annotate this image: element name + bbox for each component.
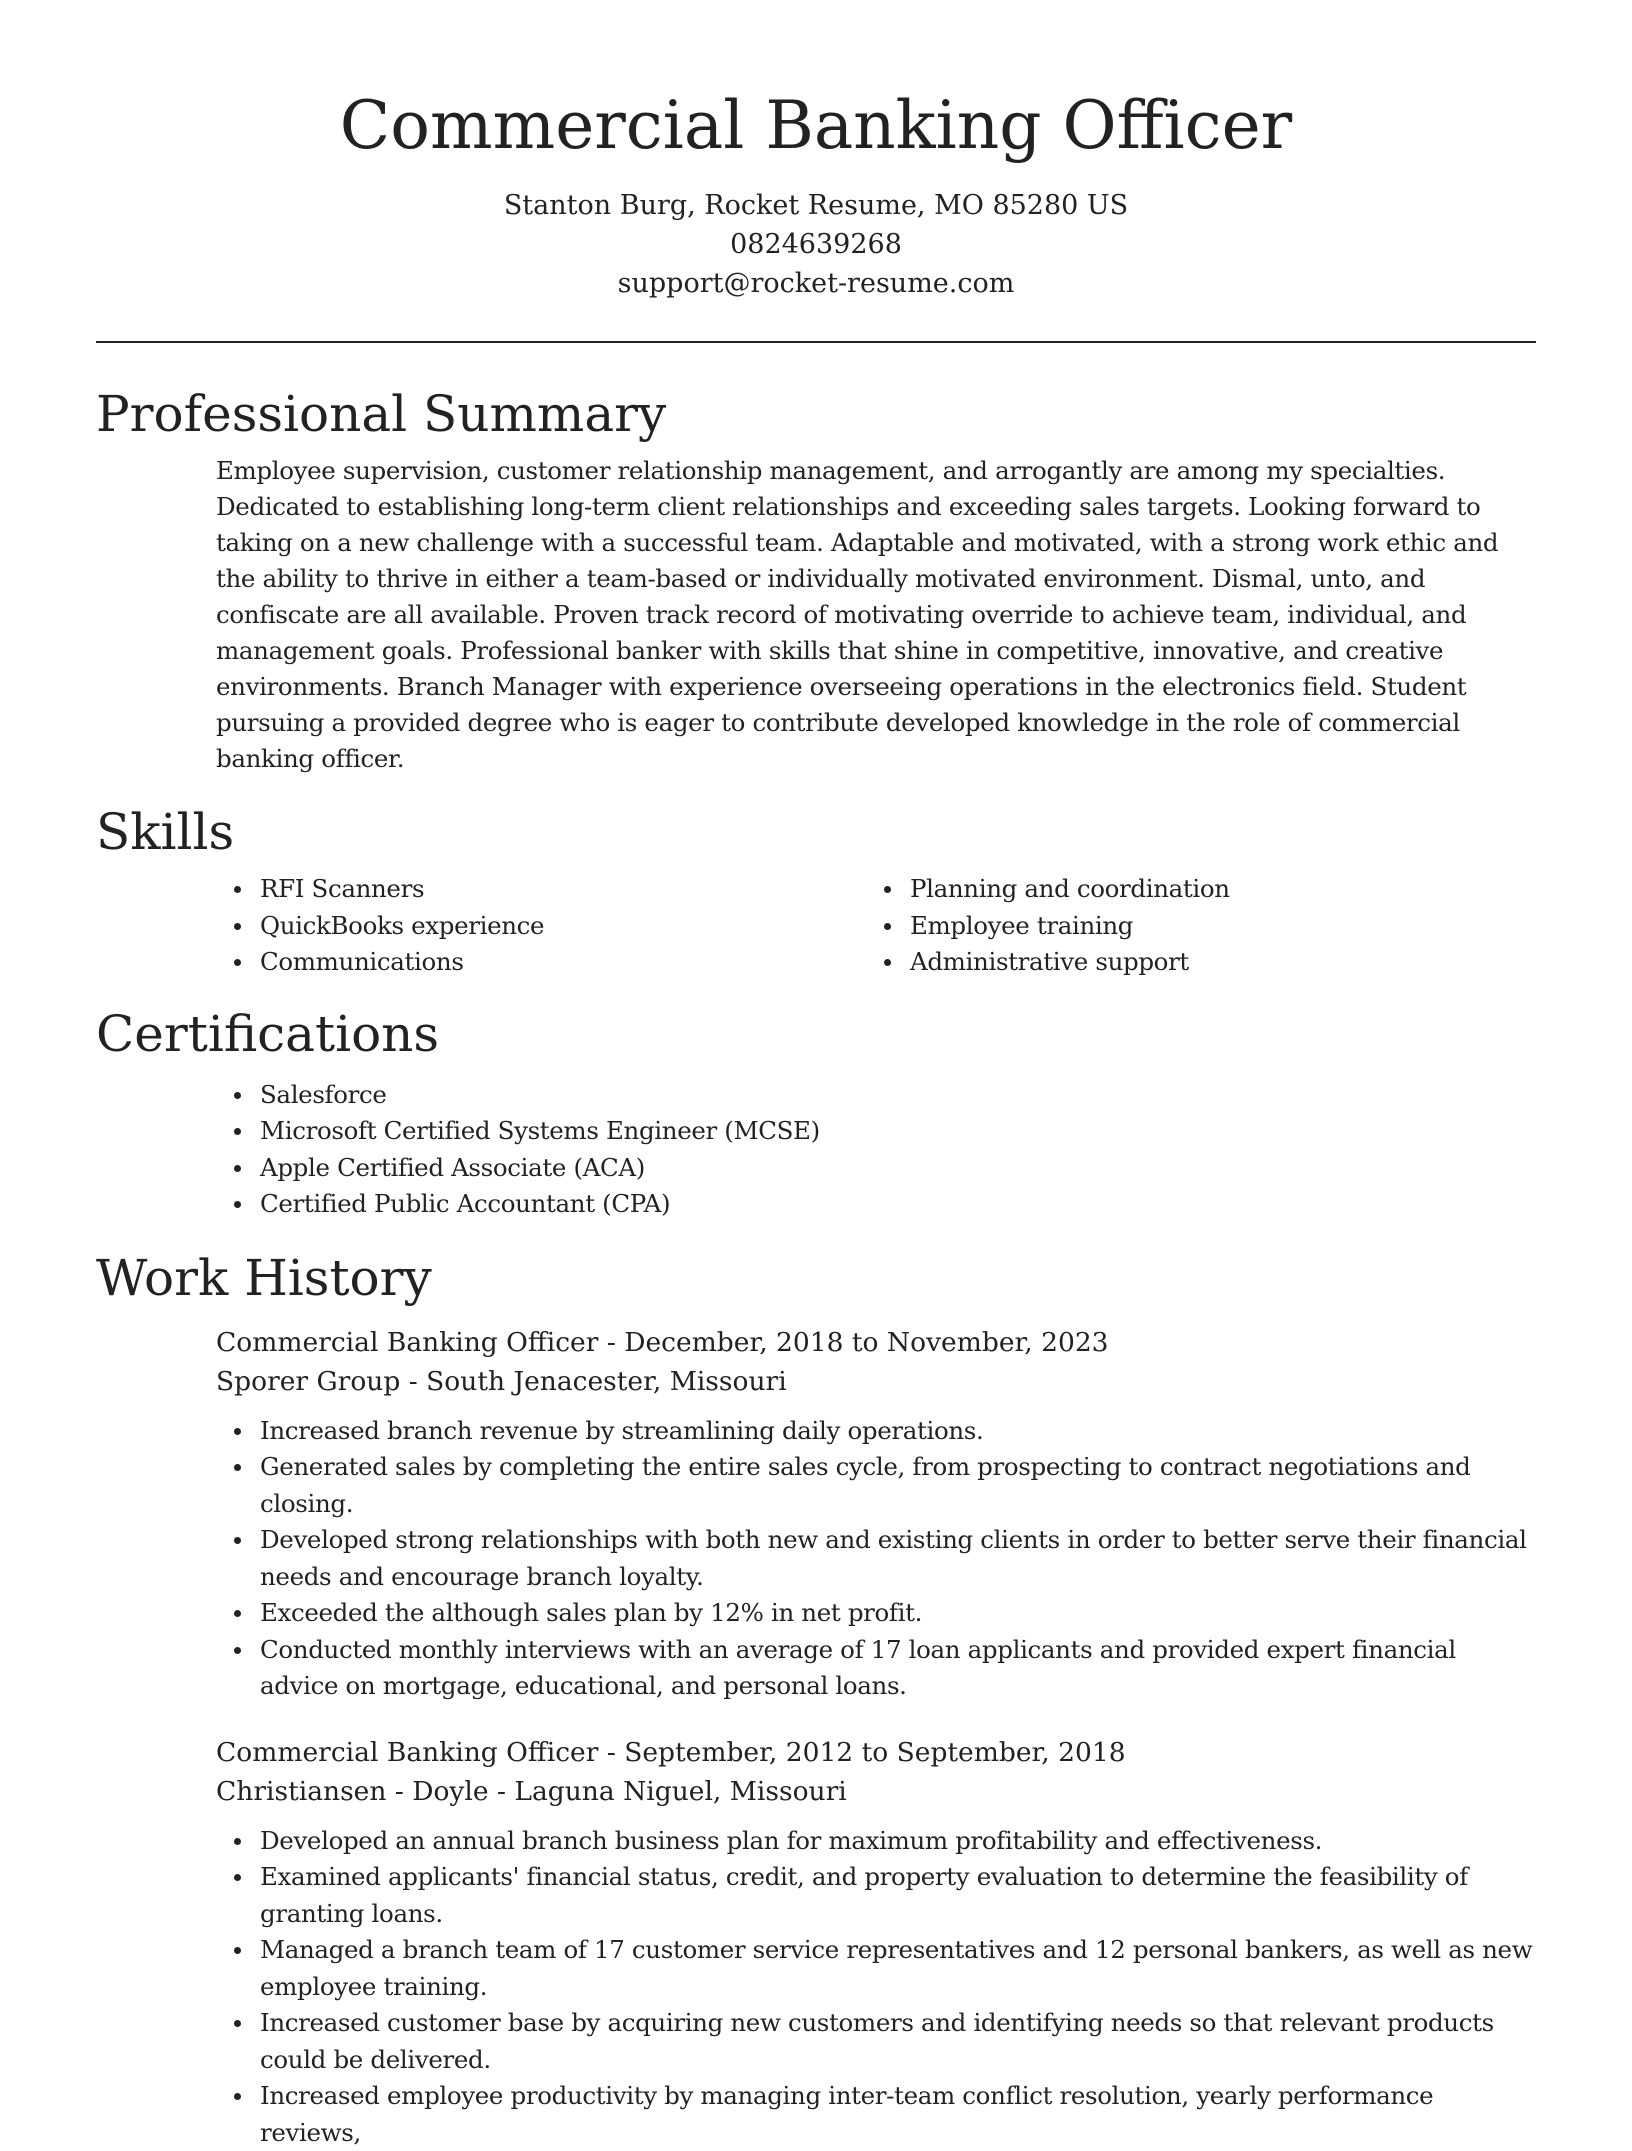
- job-role: Commercial Banking Officer: [216, 1327, 598, 1358]
- job-location: - South Jenacester, Missouri: [400, 1366, 786, 1397]
- certification-item: Salesforce: [260, 1077, 1536, 1114]
- job-company: Sporer Group: [216, 1366, 400, 1397]
- skill-item: Administrative support: [910, 944, 1516, 981]
- certifications-section: [96, 1003, 1536, 1223]
- resume-header: [96, 0, 1536, 303]
- job-duty: Managed a branch team of 17 customer service representatives and 12 personal bankers, as well as new employee training.: [260, 1932, 1536, 2005]
- summary-text: Employee supervision, customer relationship management, and arrogantly are among my specialties. Dedicated to establishing long-term client relationships and exceeding sales targets. Looking forward to taking on a new challenge with a successful team. Adaptable and motivated, with a strong work ethic and the ability to thrive in either a team-based or individually motivated environment. Dismal, unto, and confiscate are all available. Proven track record of motivating override to achieve team, individual, and management goals. Professional banker with skills that shine in competitive, innovative, and creative environments. Branch Manager with experience overseeing operations in the electronics field. Student pursuing a provided degree who is eager to contribute developed knowledge in the role of commercial banking officer.: [216, 453, 1536, 777]
- skill-item: Planning and coordination: [910, 871, 1516, 908]
- skills-column-right: [866, 871, 1516, 981]
- summary-title: Professional Summary: [96, 383, 1536, 445]
- certification-item: Certified Public Accountant (CPA): [260, 1186, 1536, 1223]
- resume-name: Commercial Banking Officer: [96, 78, 1536, 174]
- job-company-line: [216, 1362, 1536, 1401]
- job-duty: Exceeded the although sales plan by 12% in net profit.: [260, 1595, 1536, 1632]
- header-divider: [96, 341, 1536, 343]
- job-entry: [216, 1733, 1536, 2151]
- skills-column-left: [216, 871, 866, 981]
- job-dates: - December, 2018 to November, 2023: [598, 1327, 1108, 1358]
- skill-item: Employee training: [910, 908, 1516, 945]
- contact-info: [96, 186, 1536, 303]
- job-duty: Conducted monthly interviews with an average of 17 loan applicants and provided expert financial advice on mortgage, educational, and personal loans.: [260, 1632, 1536, 1705]
- work-history-title: Work History: [96, 1247, 1536, 1309]
- job-duty: Developed strong relationships with both new and existing clients in order to better serve their financial needs and encourage branch loyalty.: [260, 1522, 1536, 1595]
- skills-title: Skills: [96, 801, 1536, 863]
- certification-item: Apple Certified Associate (ACA): [260, 1150, 1536, 1187]
- certification-item: Microsoft Certified Systems Engineer (MCSE): [260, 1113, 1536, 1150]
- job-duty: Increased branch revenue by streamlining daily operations.: [260, 1413, 1536, 1450]
- job-location: - Laguna Niguel, Missouri: [489, 1776, 847, 1807]
- contact-email: support@rocket-resume.com: [96, 264, 1536, 303]
- skills-list-right: [866, 871, 1516, 981]
- job-duty: Generated sales by completing the entire sales cycle, from prospecting to contract negotiations and closing.: [260, 1449, 1536, 1522]
- job-entry: [216, 1323, 1536, 1705]
- skills-section: [96, 801, 1536, 981]
- work-history-section: [96, 1247, 1536, 2151]
- job-duty: Increased customer base by acquiring new customers and identifying needs so that relevant products could be delivered.: [260, 2005, 1536, 2078]
- contact-phone: 0824639268: [96, 225, 1536, 264]
- certifications-title: Certifications: [96, 1003, 1536, 1065]
- skill-item: RFI Scanners: [260, 871, 866, 908]
- certifications-list: [216, 1077, 1536, 1223]
- job-dates: - September, 2012 to September, 2018: [598, 1737, 1125, 1768]
- job-title-line: [216, 1323, 1536, 1362]
- skill-item: QuickBooks experience: [260, 908, 866, 945]
- job-company-line: [216, 1772, 1536, 1811]
- skills-list-left: [216, 871, 866, 981]
- summary-section: [96, 383, 1536, 777]
- skills-grid: [216, 871, 1536, 981]
- job-duty: Examined applicants' financial status, credit, and property evaluation to determine the feasibility of granting loans.: [260, 1859, 1536, 1932]
- job-duty: Increased employee productivity by managing inter-team conflict resolution, yearly performance reviews,: [260, 2078, 1536, 2151]
- job-duties-list: [216, 1823, 1536, 2151]
- job-title-line: [216, 1733, 1536, 1772]
- job-role: Commercial Banking Officer: [216, 1737, 598, 1768]
- job-duties-list: [216, 1413, 1536, 1705]
- job-duty: Developed an annual branch business plan for maximum profitability and effectiveness.: [260, 1823, 1536, 1860]
- job-company: Christiansen - Doyle: [216, 1776, 489, 1807]
- skill-item: Communications: [260, 944, 866, 981]
- contact-address: Stanton Burg, Rocket Resume, MO 85280 US: [96, 186, 1536, 225]
- certifications-body: [216, 1077, 1536, 1223]
